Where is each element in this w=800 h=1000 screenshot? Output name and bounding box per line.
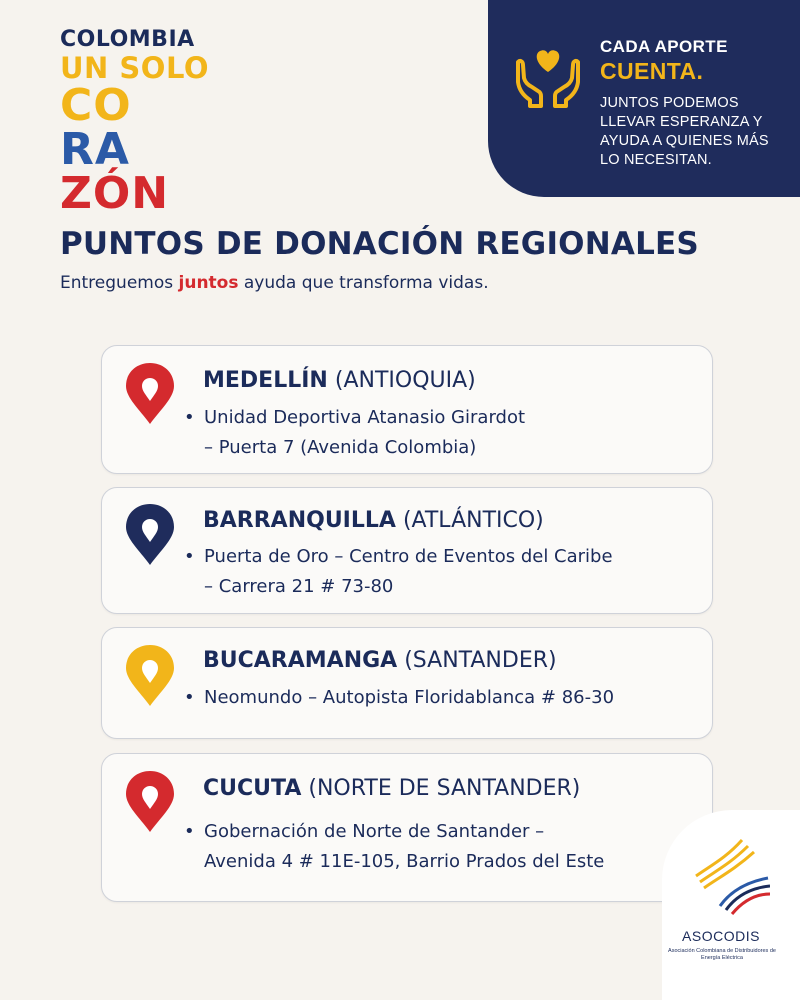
location-card-medellin [101, 345, 713, 474]
city-name: MEDELLÍN [203, 368, 328, 393]
address-line-1: • Unidad Deportiva Atanasio Girardot [182, 403, 525, 433]
donation-message-card [488, 0, 800, 197]
address-line-1: • Puerta de Oro – Centro de Eventos del Caribe [182, 542, 613, 572]
address-line-1: • Neomundo – Autopista Floridablanca # 86-30 [182, 683, 614, 713]
city-region: (SANTANDER) [404, 648, 557, 673]
location-address [182, 542, 613, 602]
location-card-barranquilla [101, 487, 713, 614]
asocodis-logo [662, 810, 800, 1000]
city-name: BARRANQUILLA [203, 508, 396, 533]
location-city [203, 508, 544, 533]
asocodis-mark-icon [690, 836, 770, 916]
subtitle-highlight: juntos [178, 273, 239, 293]
logo-line-un-solo: UN SOLO [60, 51, 210, 85]
promo-line-2: CUENTA. [600, 58, 704, 84]
address-line-2: – Carrera 21 # 73-80 [204, 576, 394, 597]
city-region: (ATLÁNTICO) [402, 508, 544, 533]
address-line-2: Avenida 4 # 11E-105, Barrio Prados del Este [204, 851, 605, 872]
heart-hands-icon [512, 38, 584, 110]
map-pin-icon [122, 360, 178, 426]
campaign-logo [60, 27, 230, 219]
map-pin-icon [122, 768, 178, 834]
location-address [182, 817, 604, 877]
map-pin-icon [122, 501, 178, 567]
city-name: CUCUTA [203, 776, 302, 801]
location-card-cucuta [101, 753, 713, 902]
logo-line-ra: RA [60, 124, 130, 175]
address-line-2: – Puerta 7 (Avenida Colombia) [204, 437, 477, 458]
map-pin-icon [122, 642, 178, 708]
city-region: (ANTIOQUIA) [334, 368, 476, 393]
logo-line-zon: ZÓN [60, 168, 170, 219]
asocodis-description: Asociación Colombiana de Distribuidores de Energía Eléctrica [668, 948, 776, 961]
location-city [203, 776, 580, 801]
page-title: PUNTOS DE DONACIÓN REGIONALES [60, 226, 699, 262]
location-address [182, 683, 614, 713]
location-address [182, 403, 525, 463]
subtitle-text-before: Entreguemos [60, 273, 179, 293]
subtitle-text-after: ayuda que transforma vidas. [238, 273, 489, 293]
asocodis-name: ASOCODIS [682, 928, 760, 944]
city-region: (NORTE DE SANTANDER) [308, 776, 581, 801]
location-city [203, 648, 557, 673]
location-city [203, 368, 476, 393]
logo-line-colombia: COLOMBIA [60, 27, 195, 52]
page-subtitle [60, 273, 489, 293]
promo-body: JUNTOS PODEMOS LLEVAR ESPERANZA Y AYUDA A QUIENES MÁS LO NECESITAN. [600, 95, 769, 168]
logo-line-co: CO [60, 80, 132, 131]
promo-line-1: CADA APORTE [600, 37, 728, 56]
location-card-bucaramanga [101, 627, 713, 739]
city-name: BUCARAMANGA [203, 648, 398, 673]
address-line-1: • Gobernación de Norte de Santander – [182, 817, 604, 847]
